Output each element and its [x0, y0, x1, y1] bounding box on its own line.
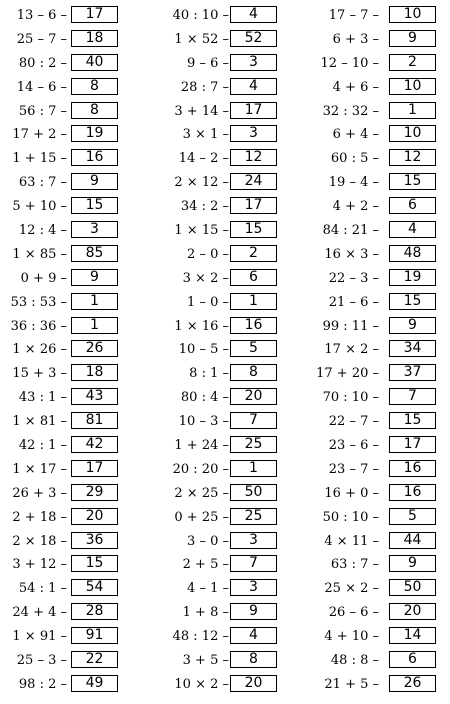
problem-row: [152, 506, 292, 530]
answer-box[interactable]: 15: [389, 412, 436, 429]
answer-box[interactable]: 8: [230, 364, 277, 381]
answer-box[interactable]: 26: [71, 340, 118, 357]
problem-expression: 21 – 6 –: [328, 294, 379, 310]
problem-row: [310, 195, 450, 219]
problem-row: [310, 4, 450, 28]
problem-expression: 1 × 52 –: [174, 31, 229, 47]
problem-row: [0, 577, 140, 601]
answer-box[interactable]: 14: [389, 627, 436, 644]
problem-expression: 3 – 0 –: [187, 533, 229, 549]
answer-box[interactable]: 1: [389, 102, 436, 119]
answer-box[interactable]: 1: [230, 460, 277, 477]
problem-row: [152, 123, 292, 147]
problem-row: [310, 243, 450, 267]
problem-expression: 23 – 6 –: [328, 438, 379, 454]
answer-box[interactable]: 17: [230, 197, 277, 214]
problem-expression: 1 + 24 –: [174, 438, 229, 454]
problem-expression: 1 × 91 –: [12, 629, 67, 645]
answer-box[interactable]: 7: [389, 388, 436, 405]
answer-box[interactable]: 16: [230, 317, 277, 334]
problem-expression: 2 × 12 –: [174, 175, 229, 191]
answer-box[interactable]: 34: [389, 340, 436, 357]
problem-expression: 48 : 8 –: [330, 653, 379, 669]
problem-row: [310, 601, 450, 625]
problem-expression: 60 : 5 –: [330, 151, 379, 167]
answer-box[interactable]: 48: [389, 245, 436, 262]
problem-expression: 1 × 26 –: [12, 342, 67, 358]
problem-expression: 2 × 18 –: [12, 533, 67, 549]
answer-box[interactable]: 1: [230, 293, 277, 310]
answer-box[interactable]: 17: [71, 6, 118, 23]
problem-row: [152, 410, 292, 434]
problem-expression: 4 + 10 –: [324, 629, 379, 645]
answer-box[interactable]: 3: [230, 54, 277, 71]
answer-box[interactable]: 20: [389, 603, 436, 620]
problem-expression: 2 – 0 –: [187, 246, 229, 262]
problem-row: [0, 673, 140, 697]
problem-row: [152, 482, 292, 506]
problem-expression: 70 : 10 –: [322, 390, 379, 406]
answer-box[interactable]: 18: [71, 30, 118, 47]
answer-box[interactable]: 15: [389, 173, 436, 190]
problem-expression: 14 – 6 –: [16, 79, 67, 95]
problem-row: [0, 219, 140, 243]
answer-box[interactable]: 5: [389, 508, 436, 525]
problem-row: [0, 410, 140, 434]
problem-expression: 42 : 1 –: [18, 438, 67, 454]
problem-expression: 2 × 25 –: [174, 485, 229, 501]
answer-box[interactable]: 9: [389, 555, 436, 572]
problem-row: [0, 315, 140, 339]
problem-expression: 43 : 1 –: [18, 390, 67, 406]
problem-expression: 25 – 3 –: [16, 653, 67, 669]
answer-box[interactable]: 49: [71, 675, 118, 692]
problem-row: [0, 649, 140, 673]
problem-row: [310, 52, 450, 76]
problem-row: [310, 386, 450, 410]
problem-expression: 36 : 36 –: [10, 318, 67, 334]
problem-expression: 34 : 2 –: [180, 199, 229, 215]
problem-row: [310, 123, 450, 147]
problem-row: [0, 291, 140, 315]
problem-row: [310, 553, 450, 577]
problem-row: [0, 362, 140, 386]
answer-box[interactable]: 3: [230, 532, 277, 549]
problem-row: [0, 267, 140, 291]
problem-row: [152, 52, 292, 76]
answer-box[interactable]: 4: [230, 627, 277, 644]
answer-box[interactable]: 85: [71, 245, 118, 262]
problem-expression: 12 – 10 –: [320, 55, 379, 71]
problem-expression: 10 – 3 –: [178, 414, 229, 430]
problem-row: [310, 100, 450, 124]
answer-box[interactable]: 24: [230, 173, 277, 190]
answer-box[interactable]: 29: [71, 484, 118, 501]
problem-expression: 3 + 5 –: [182, 653, 229, 669]
problem-expression: 15 + 3 –: [12, 366, 67, 382]
problem-expression: 80 : 2 –: [18, 55, 67, 71]
answer-box[interactable]: 37: [389, 364, 436, 381]
problem-expression: 1 + 15 –: [12, 151, 67, 167]
problem-row: [310, 625, 450, 649]
problem-expression: 3 × 2 –: [182, 270, 229, 286]
answer-box[interactable]: 9: [389, 30, 436, 47]
answer-box[interactable]: 17: [389, 436, 436, 453]
answer-box[interactable]: 16: [389, 460, 436, 477]
problem-row: [152, 338, 292, 362]
problem-row: [0, 458, 140, 482]
problem-row: [310, 147, 450, 171]
problem-row: [0, 601, 140, 625]
problem-row: [0, 52, 140, 76]
problem-row: [310, 171, 450, 195]
problem-row: [152, 100, 292, 124]
problem-expression: 5 + 10 –: [12, 199, 67, 215]
answer-box[interactable]: 22: [71, 651, 118, 668]
answer-box[interactable]: 7: [230, 412, 277, 429]
problem-expression: 1 × 17 –: [12, 461, 67, 477]
problem-row: [310, 434, 450, 458]
problem-expression: 1 + 8 –: [182, 605, 229, 621]
problem-row: [0, 147, 140, 171]
answer-box[interactable]: 15: [230, 221, 277, 238]
answer-box[interactable]: 8: [230, 651, 277, 668]
problem-row: [152, 386, 292, 410]
problem-column-3: [310, 4, 450, 697]
answer-box[interactable]: 25: [230, 508, 277, 525]
problem-row: [0, 482, 140, 506]
problem-row: [152, 243, 292, 267]
problem-row: [152, 147, 292, 171]
problem-expression: 4 + 6 –: [332, 79, 379, 95]
problem-expression: 25 × 2 –: [324, 581, 379, 597]
answer-box[interactable]: 12: [389, 149, 436, 166]
problem-row: [152, 434, 292, 458]
problem-expression: 17 + 2 –: [12, 127, 67, 143]
answer-box[interactable]: 5: [230, 340, 277, 357]
answer-box[interactable]: 2: [389, 54, 436, 71]
problem-expression: 6 + 4 –: [332, 127, 379, 143]
answer-box[interactable]: 7: [230, 555, 277, 572]
answer-box[interactable]: 9: [230, 603, 277, 620]
problem-row: [310, 649, 450, 673]
problem-row: [310, 673, 450, 697]
problem-expression: 9 – 6 –: [187, 55, 229, 71]
answer-box[interactable]: 16: [71, 149, 118, 166]
problem-row: [310, 506, 450, 530]
problem-expression: 17 + 20 –: [316, 366, 379, 382]
problem-row: [152, 362, 292, 386]
problem-row: [152, 219, 292, 243]
problem-row: [152, 315, 292, 339]
answer-box[interactable]: 10: [389, 78, 436, 95]
problem-row: [0, 4, 140, 28]
problem-expression: 10 – 5 –: [178, 342, 229, 358]
problem-row: [152, 458, 292, 482]
answer-box[interactable]: 8: [71, 78, 118, 95]
problem-expression: 32 : 32 –: [322, 103, 379, 119]
answer-box[interactable]: 1: [71, 293, 118, 310]
answer-box[interactable]: 50: [230, 484, 277, 501]
problem-expression: 4 + 2 –: [332, 199, 379, 215]
problem-row: [152, 649, 292, 673]
problem-column-2: [152, 4, 292, 697]
problem-expression: 3 + 14 –: [174, 103, 229, 119]
problem-expression: 40 : 10 –: [172, 8, 229, 23]
answer-box[interactable]: 40: [71, 54, 118, 71]
problem-expression: 20 : 20 –: [172, 461, 229, 477]
problem-row: [152, 530, 292, 554]
problem-expression: 22 – 7 –: [328, 414, 379, 430]
problem-row: [310, 315, 450, 339]
problem-expression: 8 : 1 –: [189, 366, 229, 382]
answer-box[interactable]: 25: [230, 436, 277, 453]
problem-expression: 17 × 2 –: [324, 342, 379, 358]
answer-box[interactable]: 15: [71, 555, 118, 572]
problem-expression: 1 – 0 –: [187, 294, 229, 310]
problem-expression: 1 × 81 –: [12, 414, 67, 430]
problem-expression: 10 × 2 –: [174, 676, 229, 692]
problem-row: [0, 76, 140, 100]
problem-expression: 26 – 6 –: [328, 605, 379, 621]
answer-box[interactable]: 4: [230, 6, 277, 23]
problem-row: [310, 28, 450, 52]
problem-expression: 2 + 18 –: [12, 509, 67, 525]
answer-box[interactable]: 15: [71, 197, 118, 214]
answer-box[interactable]: 44: [389, 532, 436, 549]
problem-expression: 19 – 4 –: [328, 175, 379, 191]
answer-box[interactable]: 10: [389, 6, 436, 23]
answer-box[interactable]: 6: [389, 651, 436, 668]
problem-expression: 50 : 10 –: [322, 509, 379, 525]
problem-expression: 0 + 9 –: [20, 270, 67, 286]
problem-row: [0, 100, 140, 124]
problem-expression: 16 × 3 –: [324, 246, 379, 262]
answer-box[interactable]: 20: [71, 508, 118, 525]
problem-expression: 16 + 0 –: [324, 485, 379, 501]
answer-box[interactable]: 9: [389, 317, 436, 334]
problem-row: [0, 338, 140, 362]
answer-box[interactable]: 20: [230, 388, 277, 405]
problem-expression: 1 × 16 –: [174, 318, 229, 334]
answer-box[interactable]: 1: [71, 317, 118, 334]
problem-row: [310, 338, 450, 362]
problem-row: [152, 553, 292, 577]
problem-row: [152, 291, 292, 315]
problem-row: [0, 530, 140, 554]
problem-expression: 21 + 5 –: [324, 676, 379, 692]
answer-box[interactable]: 16: [389, 484, 436, 501]
problem-expression: 25 – 7 –: [16, 31, 67, 47]
problem-row: [310, 458, 450, 482]
answer-box[interactable]: 9: [71, 173, 118, 190]
problem-row: [310, 577, 450, 601]
problem-expression: 0 + 25 –: [174, 509, 229, 525]
answer-box[interactable]: 54: [71, 579, 118, 596]
answer-box[interactable]: 9: [71, 269, 118, 286]
answer-box[interactable]: 10: [389, 125, 436, 142]
answer-box[interactable]: 15: [389, 293, 436, 310]
problem-row: [310, 410, 450, 434]
problem-row: [152, 625, 292, 649]
problem-expression: 56 : 7 –: [18, 103, 67, 119]
answer-box[interactable]: 20: [230, 675, 277, 692]
problem-row: [0, 123, 140, 147]
problem-expression: 14 – 2 –: [178, 151, 229, 167]
problem-expression: 4 × 11 –: [324, 533, 379, 549]
answer-box[interactable]: 19: [389, 269, 436, 286]
answer-box[interactable]: 17: [230, 102, 277, 119]
problem-row: [310, 482, 450, 506]
problem-expression: 1 × 15 –: [174, 223, 229, 239]
problem-row: [152, 673, 292, 697]
problem-expression: 13 – 6 –: [16, 8, 67, 23]
problem-row: [152, 76, 292, 100]
answer-box[interactable]: 18: [71, 364, 118, 381]
problem-expression: 99 : 11 –: [322, 318, 379, 334]
answer-box[interactable]: 4: [389, 221, 436, 238]
problem-expression: 28 : 7 –: [180, 79, 229, 95]
problem-expression: 24 + 4 –: [12, 605, 67, 621]
problem-expression: 63 : 7 –: [18, 175, 67, 191]
answer-box[interactable]: 2: [230, 245, 277, 262]
problem-expression: 22 – 3 –: [328, 270, 379, 286]
problem-expression: 53 : 53 –: [10, 294, 67, 310]
problem-row: [0, 506, 140, 530]
answer-box[interactable]: 4: [230, 78, 277, 95]
answer-box[interactable]: 91: [71, 627, 118, 644]
answer-box[interactable]: 50: [389, 579, 436, 596]
problem-row: [310, 530, 450, 554]
problem-row: [152, 577, 292, 601]
problem-row: [310, 362, 450, 386]
problem-expression: 4 – 1 –: [187, 581, 229, 597]
answer-box[interactable]: 52: [230, 30, 277, 47]
answer-box[interactable]: 8: [71, 102, 118, 119]
problem-expression: 84 : 21 –: [322, 223, 379, 239]
problem-expression: 17 – 7 –: [328, 8, 379, 23]
problem-row: [0, 434, 140, 458]
problem-row: [0, 386, 140, 410]
answer-box[interactable]: 3: [230, 579, 277, 596]
problem-row: [0, 625, 140, 649]
problem-row: [0, 195, 140, 219]
problem-expression: 6 + 3 –: [332, 31, 379, 47]
problem-row: [0, 171, 140, 195]
answer-box[interactable]: 26: [389, 675, 436, 692]
problem-expression: 12 : 4 –: [18, 223, 67, 239]
problem-expression: 26 + 3 –: [12, 485, 67, 501]
problem-row: [0, 243, 140, 267]
answer-box[interactable]: 43: [71, 388, 118, 405]
problem-expression: 3 + 12 –: [12, 557, 67, 573]
problem-expression: 1 × 85 –: [12, 246, 67, 262]
answer-box[interactable]: 3: [230, 125, 277, 142]
problem-column-1: [0, 4, 140, 697]
problem-expression: 3 × 1 –: [182, 127, 229, 143]
problem-row: [152, 28, 292, 52]
answer-box[interactable]: 19: [71, 125, 118, 142]
problem-expression: 80 : 4 –: [180, 390, 229, 406]
answer-box[interactable]: 6: [389, 197, 436, 214]
answer-box[interactable]: 81: [71, 412, 118, 429]
answer-box[interactable]: 3: [71, 221, 118, 238]
problem-row: [0, 553, 140, 577]
problem-expression: 98 : 2 –: [18, 676, 67, 692]
answer-box[interactable]: 28: [71, 603, 118, 620]
problem-expression: 48 : 12 –: [172, 629, 229, 645]
problem-row: [152, 195, 292, 219]
problem-expression: 54 : 1 –: [18, 581, 67, 597]
problem-row: [152, 601, 292, 625]
answer-box[interactable]: 17: [71, 460, 118, 477]
problem-row: [152, 267, 292, 291]
problem-expression: 23 – 7 –: [328, 461, 379, 477]
problem-expression: 2 + 5 –: [182, 557, 229, 573]
problem-row: [310, 219, 450, 243]
answer-box[interactable]: 36: [71, 532, 118, 549]
problem-row: [310, 291, 450, 315]
answer-box[interactable]: 42: [71, 436, 118, 453]
problem-expression: 63 : 7 –: [330, 557, 379, 573]
problem-row: [0, 28, 140, 52]
problem-row: [310, 76, 450, 100]
problem-row: [310, 267, 450, 291]
problem-row: [152, 4, 292, 28]
answer-box[interactable]: 12: [230, 149, 277, 166]
answer-box[interactable]: 6: [230, 269, 277, 286]
problem-row: [152, 171, 292, 195]
